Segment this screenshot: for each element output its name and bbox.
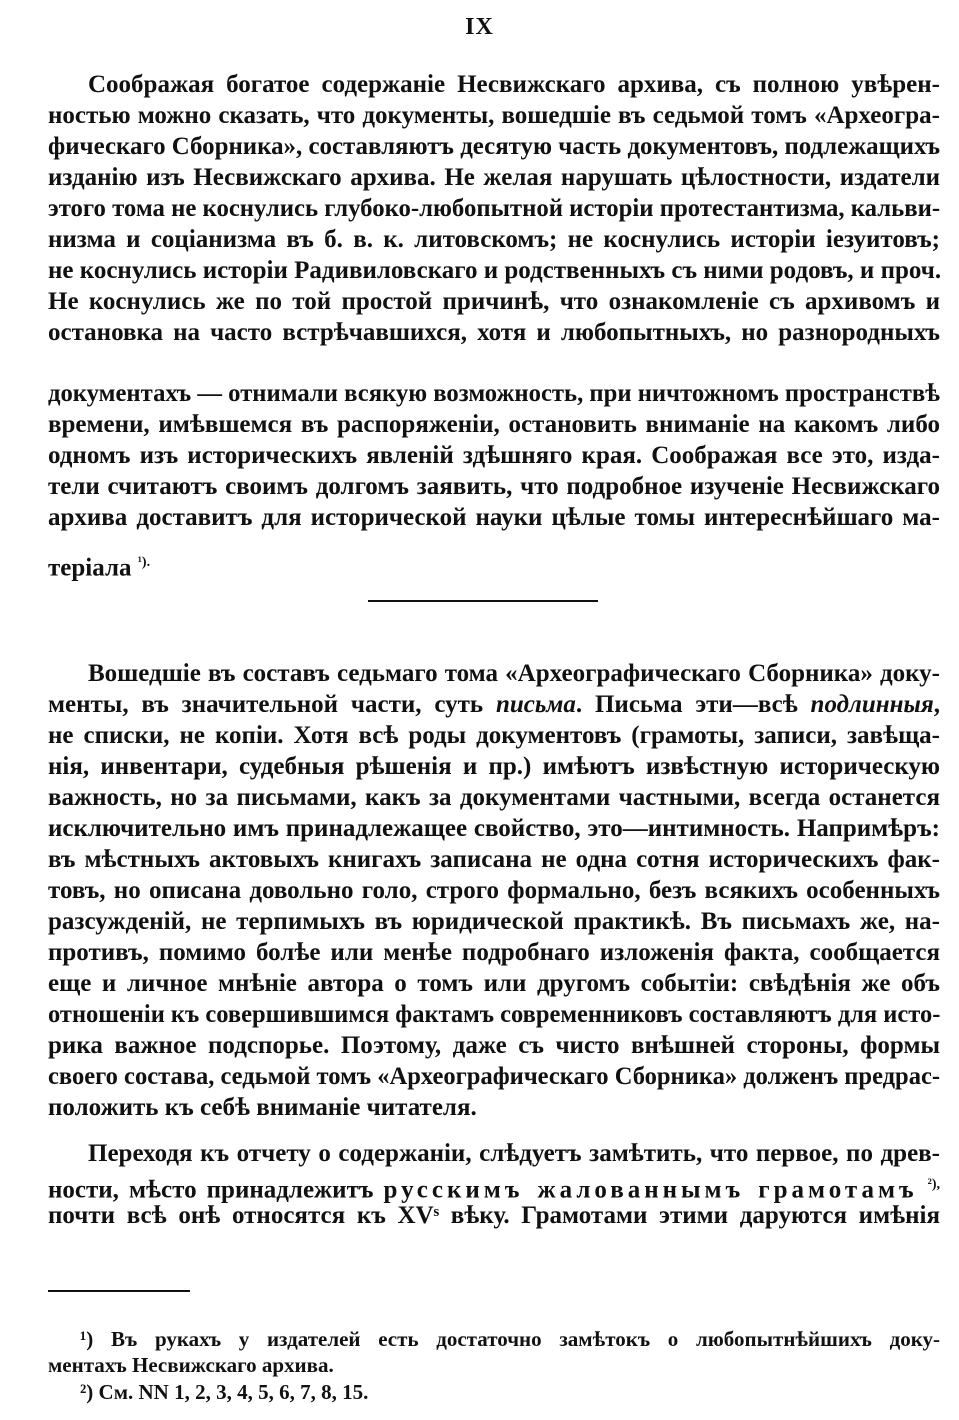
footnote-text: См. NN 1, 2, 3, 4, 5, 6, 7, 8, 15. (98, 1380, 369, 1404)
footnote-1-line (80, 1326, 940, 1352)
page-number: IX (465, 14, 494, 40)
text-line: одномъ изъ историческихъ явленій здѣшняго края. Соображая все это, изда- (48, 442, 940, 469)
text-line: не списки, не копіи. Хотя всѣ роды документовъ (грамоты, записи, завѣща- (48, 722, 940, 749)
text-line: исключительно имъ принадлежащее свойство, это—интимность. Напримѣръ: (48, 815, 940, 842)
footnote-divider (48, 1290, 190, 1292)
text-line: изданію изъ Несвижскаго архива. Не желая нарушать цѣлостности, издатели (48, 164, 940, 191)
text-line: въ мѣстныхъ актовыхъ книгахъ записана не одна сотня историческихъ фак- (48, 846, 940, 873)
text-line: рика важное подспорье. Поэтому, даже съ чисто внѣшней стороны, формы (48, 1032, 940, 1059)
text-line: важность, но за письмами, какъ за документами частными, всегда останется (48, 784, 940, 811)
text-line (48, 548, 940, 582)
italic-emphasis: письма (495, 691, 576, 718)
text-line: Переходя къ отчету о содержаніи, слѣдуетъ замѣтить, что первое, по древ- (88, 1140, 940, 1167)
text-line: Не коснулись же по той простой причинѣ, что ознакомленіе съ архивомъ и (48, 288, 940, 315)
italic-emphasis: подлинныя (810, 691, 934, 718)
text-line: противъ, помимо болѣе или менѣе подробнаго изложенія факта, сообщается (48, 939, 940, 966)
footnote-2-line (80, 1379, 940, 1405)
text-span: ности, мѣсто принадлежитъ (48, 1176, 384, 1204)
text-line: остановка на часто встрѣчавшихся, хотя и любопытныхъ, но разнородныхъ (48, 319, 940, 346)
text-line: Соображая богатое содержаніе Несвижскаго архива, съ полною увѣрен- (88, 71, 940, 98)
text-line: почти всѣ онѣ относятся къ XVˢ вѣку. Грамотами этими даруются имѣнія (48, 1202, 940, 1229)
text-line: документахъ — отнимали всякую возможность, при ничтожномъ пространствѣ (48, 380, 940, 407)
text-line: архива доставитъ для исторической науки цѣлые томы интереснѣйшаго ма- (48, 504, 940, 531)
text-line: разсужденій, не терпимыхъ въ юридической практикѣ. Въ письмахъ же, на- (48, 908, 940, 935)
spaced-emphasis: русскимъ жалованнымъ грамотамъ (383, 1176, 918, 1204)
text-span: теріала (48, 554, 132, 582)
text-line (48, 690, 940, 720)
text-line: товъ, но описана довольно голо, строго формально, безъ всякихъ особенныхъ (48, 877, 940, 904)
text-line: не коснулись исторіи Радивиловскаго и родственныхъ съ ними родовъ, и проч. (48, 257, 942, 284)
text-line (48, 1170, 940, 1204)
text-line: Вошедшіе въ составъ седьмаго тома «Археографическаго Сборника» доку- (88, 660, 940, 687)
footnote-1-line: ментахъ Несвижскаго архива. (48, 1353, 334, 1377)
text-line: ностью можно сказать, что документы, вошедшіе въ седьмой томъ «Археогра- (48, 102, 940, 129)
footnote-ref-2: ²), (927, 1177, 940, 1192)
text-line: этого тома не коснулись глубоко-любопытной исторіи протестантизма, кальви- (48, 195, 941, 222)
footnote-marker: ²) (80, 1380, 94, 1404)
section-divider (368, 600, 598, 602)
text-line: тели считаютъ своимъ долгомъ заявить, что подробное изученіе Несвижскаго (48, 473, 940, 500)
text-line: низма и соціанизма въ б. в. к. литовскомъ; не коснулись исторіи іезуитовъ; (48, 226, 940, 253)
text-line: нія, инвентари, судебныя рѣшенія и пр.) имѣютъ извѣстную историческую (48, 753, 940, 780)
footnote-ref-1: ¹). (137, 555, 151, 570)
text-span: , (933, 691, 940, 718)
footnote-text: Въ рукахъ у издателей есть достаточно замѣтокъ о любопытнѣйшихъ доку- (111, 1327, 941, 1351)
text-line: отношеніи къ совершившимся фактамъ современниковъ составляютъ для исто- (48, 1001, 941, 1028)
text-line: своего состава, седьмой томъ «Археографическаго Сборника» долженъ предрас- (48, 1063, 941, 1090)
text-line: времени, имѣвшемся въ распоряженіи, остановить вниманіе на какомъ либо (48, 411, 940, 438)
text-line: положить къ себѣ вниманіе читателя. (48, 1094, 477, 1121)
text-span: менты, въ значительной части, суть (48, 691, 496, 718)
text-line: еще и личное мнѣніе автора о томъ или другомъ событіи: свѣдѣнія же объ (48, 970, 940, 997)
text-line: фическаго Сборника», составляютъ десятую часть документовъ, подлежащихъ (48, 133, 940, 160)
text-span: . Письма эти—всѣ (575, 691, 811, 718)
footnote-marker: ¹) (80, 1327, 94, 1351)
